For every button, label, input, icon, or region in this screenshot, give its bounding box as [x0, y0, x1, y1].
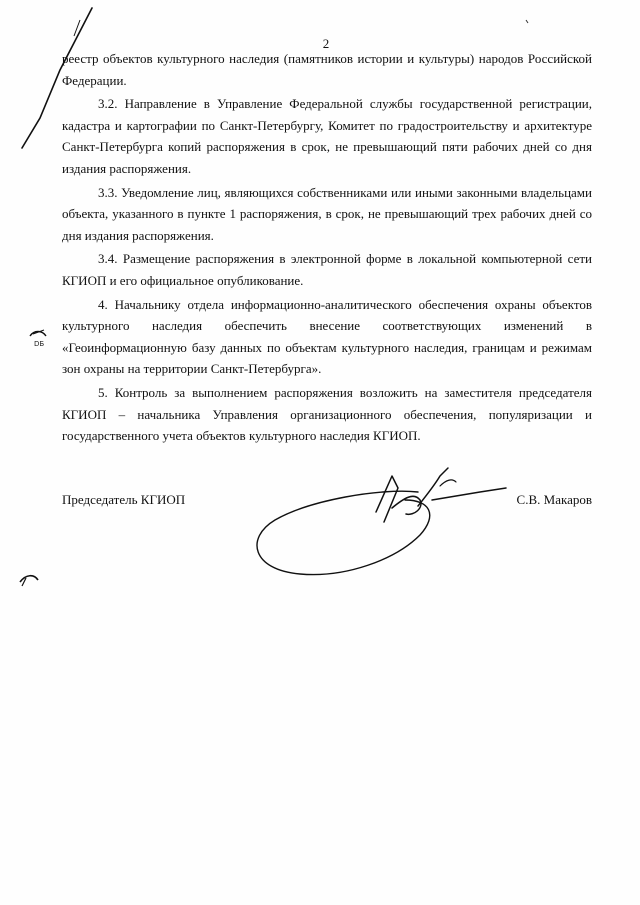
paragraph-3-3: 3.3. Уведомление лиц, являющихся собственниками или иными законными владельцами объекта, указанного в пункте 1 распоряжения, в срок, не превышающий трех рабочих дней со дня издания распоряжения.: [62, 184, 592, 243]
paragraph-5: 5. Контроль за выполнением распоряжения возложить на заместителя председателя КГИОП – начальника Управления организационного обеспечения, популяризации и государственного учета объектов культурного наследия КГИОП.: [62, 384, 592, 444]
margin-arc-tick: [33, 330, 44, 334]
margin-mark-text: DБ: [34, 340, 45, 348]
paragraph-3-4: 3.4. Размещение распоряжения в электронной форме в локальной компьютерной сети КГИОП и его официальное опубликование.: [62, 251, 592, 288]
corner-dot-mark: [526, 20, 528, 23]
document-body: [62, 48, 592, 449]
signatory-position: Председатель КГИОП: [62, 492, 186, 507]
margin-lower-mark: [20, 576, 38, 582]
page-number: 2: [322, 36, 330, 51]
signatory-name: С.В. Макаров: [516, 492, 592, 507]
handwritten-signature: [257, 468, 506, 575]
margin-arc-mark: [30, 332, 46, 337]
paragraph-3-2: 3.2. Направление в Управление Федеральной службы государственной регистрации, кадастра и картографии по Санкт-Петербургу, Комитет по градостроительству и архитектуре Санкт-Петербурга копий распоряжения в срок, не превышающий пяти рабочих дней со дня издания распоряжения.: [62, 96, 592, 176]
margin-tick-mark: [74, 20, 80, 36]
paragraph-continuation: реестр объектов культурного наследия (памятников истории и культуры) народов Российской Федерации.: [62, 51, 592, 88]
paragraph-4: 4. Начальнику отдела информационно-аналитического обеспечения охраны объектов культурного наследия обеспечить внесение соответствующих изменений в «Геоинформационную базу данных по объектам культурного наследия, границам и режимам зон охраны на территории Санкт-Петербурга».: [62, 296, 592, 377]
